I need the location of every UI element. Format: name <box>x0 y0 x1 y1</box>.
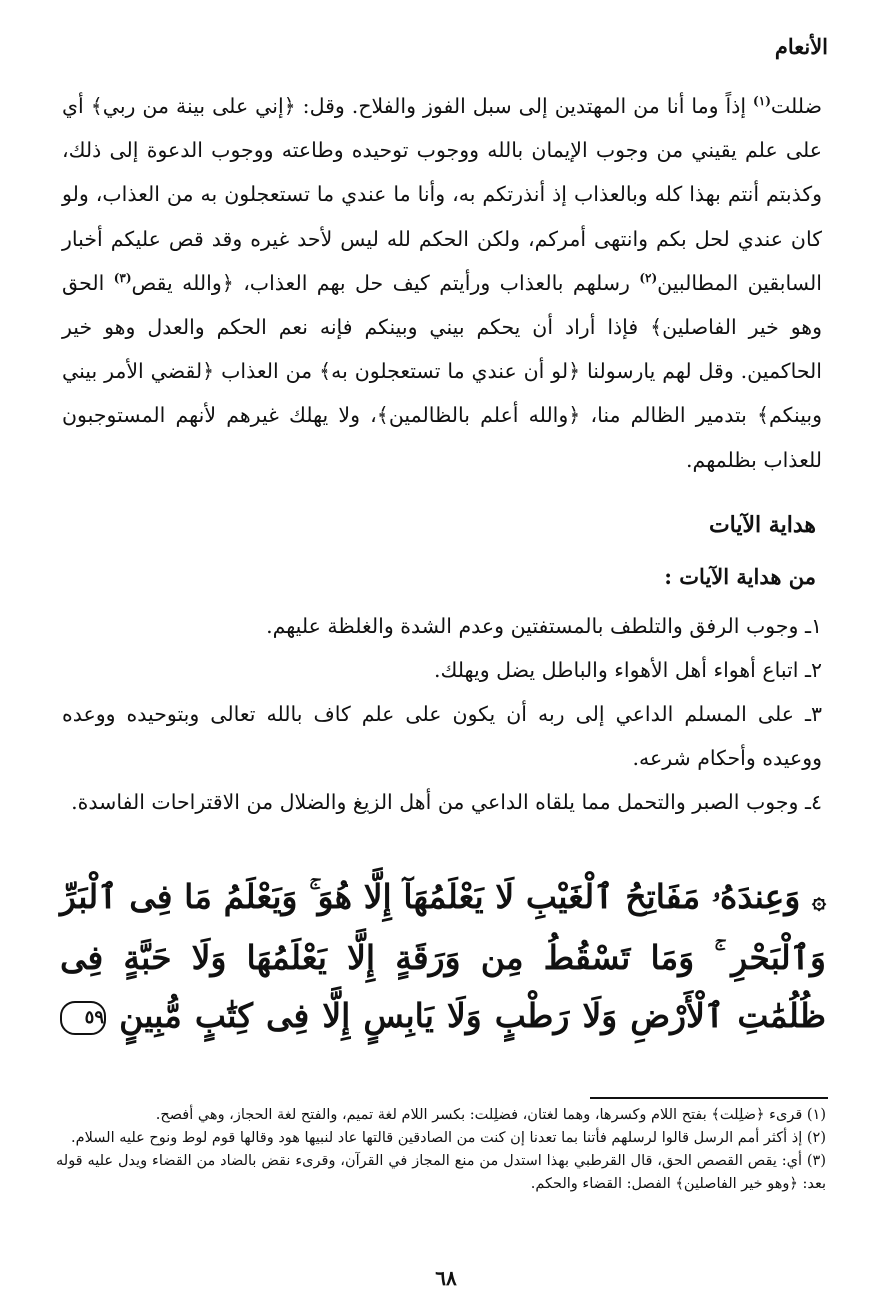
page-number: ٦٨ <box>435 1266 457 1290</box>
footnote-divider <box>590 1097 828 1099</box>
lesson-item: ٤ـ وجوب الصبر والتحمل مما يلقاه الداعي من أهل الزيغ والضلال من الاقتراحات الفاسدة. <box>71 790 822 814</box>
sub-title: من هداية الآيات : <box>664 564 816 589</box>
footnote-marker-1[interactable]: (١) <box>753 94 771 109</box>
footnote-1: (١) قرىء ﴿ضلِلت﴾ بفتح اللام وكسرها، وهما لغتان، فضلِلت: بكسر اللام لغة تميم، والفتح لغة الحجاز، وهي أفصح. <box>155 1107 826 1123</box>
commentary-segment: إذاً وما أنا من المهتدين إلى سبل الفوز والفلاح. وقل: ﴿إني على بينة من ربي﴾ أي على علم يقيني من وجوب الإيمان بالله ووجوب توحيده وطاعته ووجوب الدعوة إلى ذلك، وكذبتم أنتم بهذا كله وبالعذاب إذ أنذرتكم به، وأنا ما عندي ما تستعجلون به من العذاب، ولو كان عندي لحل بكم وانتهى أمركم، ولكن الحكم لله ليس لأحد غيره وقد قص عليكم أخبار السابقين المطالبين <box>62 94 822 295</box>
section-title: هداية الآيات <box>708 512 816 538</box>
commentary-paragraph <box>62 84 822 482</box>
footnote-2: (٢) إذ أكثر أمم الرسل قالوا لرسلهم فأتنا بما تعدنا إن كنت من الصادقين قالتها عاد لنبيها هود وقالها قوم لوط ونوح عليه السلام. <box>70 1130 826 1146</box>
quran-verse <box>60 868 826 1045</box>
commentary-word: ضللت <box>770 94 822 118</box>
lesson-item: ٣ـ على المسلم الداعي إلى ربه أن يكون على علم كاف بالله تعالى وبتوحيده ووعده ووعيده وأحكام شرعه. <box>62 702 822 770</box>
commentary-segment: رسلهم بالعذاب ورأيتم كيف حل بهم العذاب، ﴿والله يقص <box>131 270 640 295</box>
lesson-item: ١ـ وجوب الرفق والتلطف بالمستفتين وعدم الشدة والغلظة عليهم. <box>266 614 822 638</box>
commentary-text <box>62 84 822 482</box>
footnote-3: (٣) أي: يقص القصص الحق، قال القرطبي بهذا استدل من منع المجاز في القرآن، وقرىء نقض بالضاد من القضاء ويدل عليه قوله بعد: ﴿وهو خير الفاصلين﴾ الفصل: القضاء والحكم. <box>56 1153 826 1192</box>
footnote-marker-2[interactable]: (٢) <box>639 270 658 285</box>
commentary-segment: الحق وهو خير الفاصلين﴾ فإذا أراد أن يحكم بيني وبينكم فإنه نعم الحكم والعدل وهو خير الحاكمين. وقل لهم يارسولنا ﴿لو أن عندي ما تستعجلون به﴾ من العذاب ﴿لقضي الأمر بيني وبينكم﴾ بتدمير الظالم منا، ﴿والله أعلم بالظالمين﴾، ولا يهلك غيرهم لأنهم المستوجبون للعذاب بظلمهم. <box>62 270 822 472</box>
running-head: الأنعام <box>774 34 828 59</box>
footnote-marker-3[interactable]: (٣) <box>113 270 132 285</box>
hizb-ornament-icon: ۞ <box>811 885 826 914</box>
ayah-number-badge: ٥٩ <box>60 1001 106 1035</box>
verse-text: وَعِندَهُۥ مَفَاتِحُ ٱلْغَيْبِ لَا يَعْلَمُهَآ إِلَّا هُوَ ۚ وَيَعْلَمُ مَا فِى ٱلْبَرِّ وَٱلْبَحْرِ ۚ وَمَا تَسْقُطُ مِن وَرَقَةٍ إِلَّا يَعْلَمُهَا وَلَا حَبَّةٍ فِى ظُلُمَٰتِ ٱلْأَرْضِ وَلَا رَطْبٍ وَلَا يَابِسٍ إِلَّا فِى كِتَٰبٍ مُّبِينٍ <box>60 877 826 1035</box>
lesson-item: ٢ـ اتباع أهواء أهل الأهواء والباطل يضل ويهلك. <box>433 658 822 682</box>
footnotes <box>56 1104 826 1196</box>
lessons-list <box>62 604 822 824</box>
